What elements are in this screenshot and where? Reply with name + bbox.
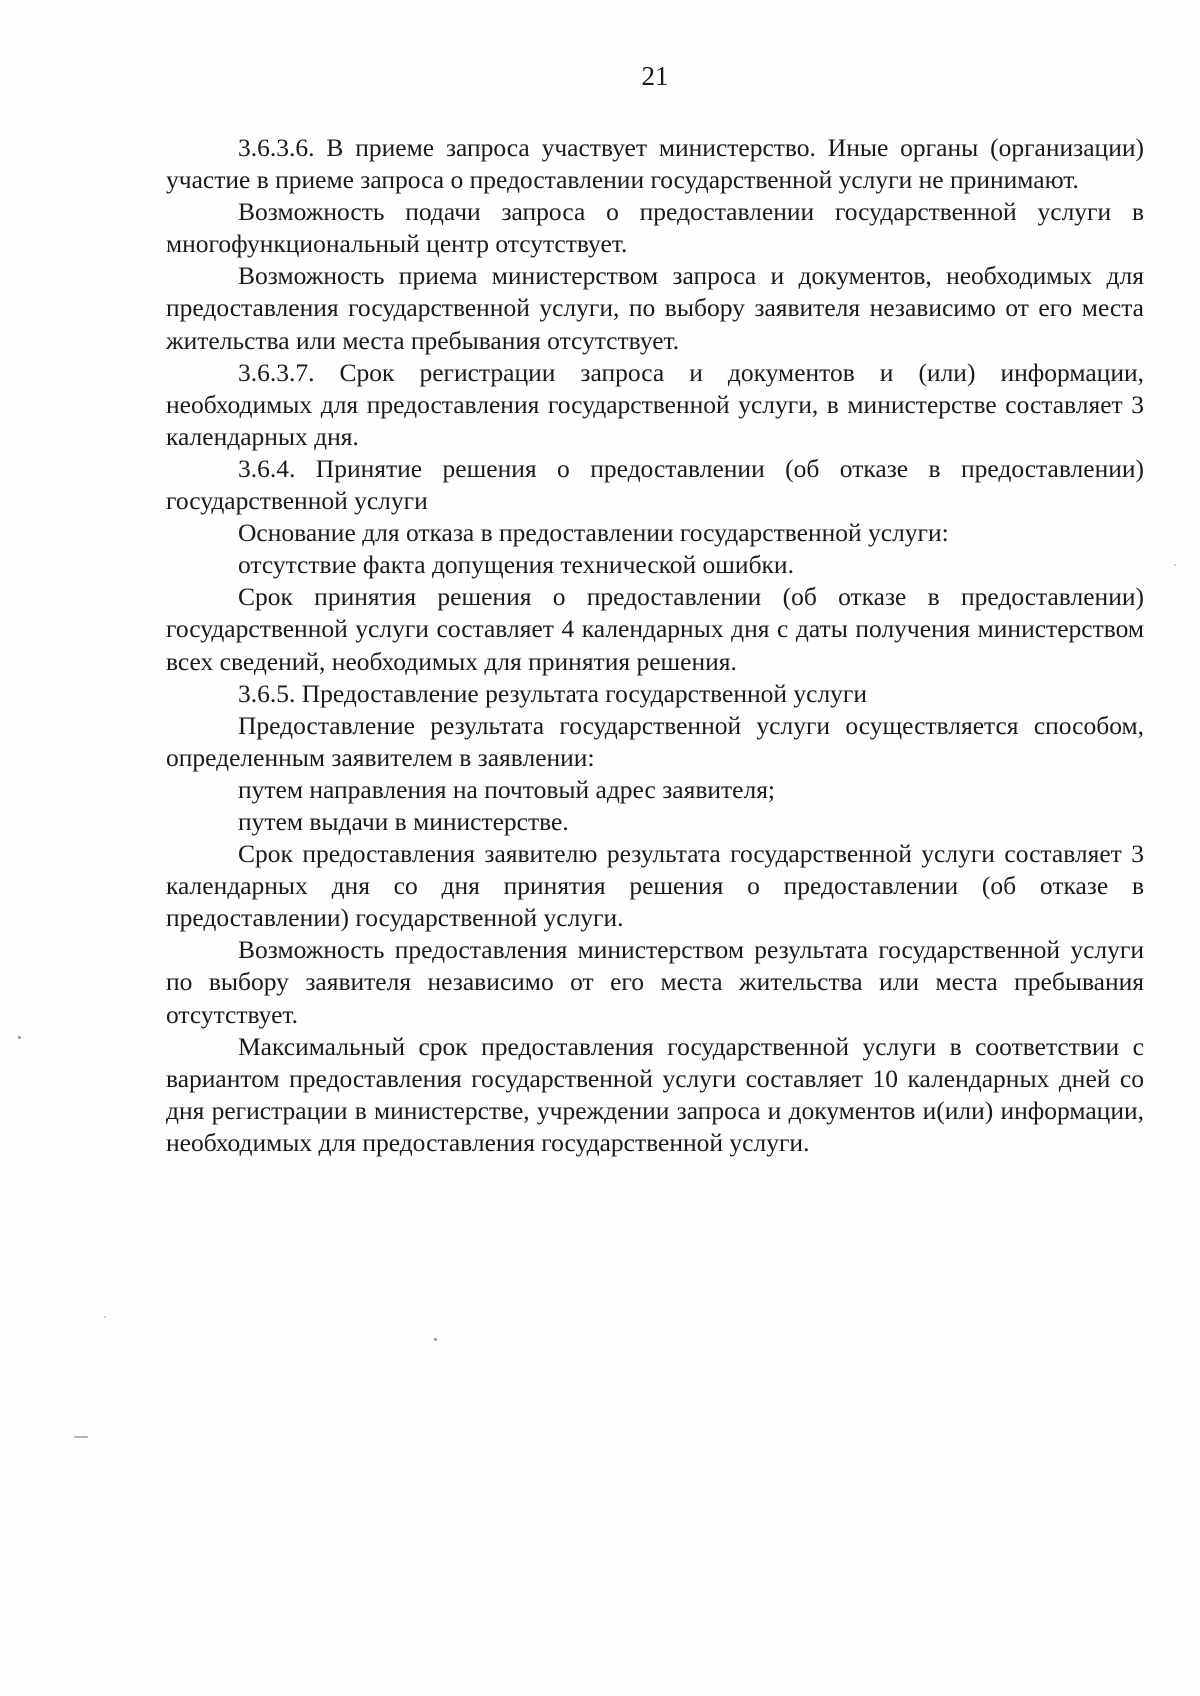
paragraph-extraterritorial-acceptance: Возможность приема министерством запроса и документов, необходимых для предоставления государственной услуги, по выбору заявителя независимо от его места жительства или места пребывания отсутствует.: [166, 261, 1144, 355]
paragraph-result-method: Предоставление результата государственной услуги осуществляется способом, определенным заявителем в заявлении:: [166, 710, 1144, 772]
page-number: 21: [641, 61, 669, 91]
paragraph-max-term: Максимальный срок предоставления государственной услуги в соответствии с вариантом предоставления государственной услуги составляет 10 календарных дней со дня регистрации в министерстве, учреждении запроса и документов и(или) информации, необходимых для предоставления государственной услуги.: [166, 1031, 1144, 1157]
scan-speck: [74, 1436, 88, 1438]
paragraph-mfc-submission: Возможность подачи запроса о предоставлении государственной услуги в многофункциональный центр отсутствует.: [166, 197, 1144, 259]
paragraph-3-6-3-7: 3.6.3.7. Срок регистрации запроса и документов и (или) информации, необходимых для предоставления государственной услуги, в министерстве составляет 3 календарных дня.: [166, 357, 1144, 451]
scan-speck: [434, 1338, 437, 1341]
scan-speck: [1174, 564, 1176, 566]
document-body: [166, 132, 1144, 1159]
paragraph-result-in-person: путем выдачи в министерстве.: [238, 806, 569, 836]
paragraph-3-6-5-heading: 3.6.5. Предоставление результата государственной услуги: [238, 678, 868, 708]
scan-speck: [104, 1316, 106, 1318]
paragraph-result-term: Срок предоставления заявителю результата государственной услуги составляет 3 календарных дня со дня принятия решения о предоставлении (об отказе в предоставлении) государственной услуги.: [166, 839, 1144, 933]
paragraph-decision-term: Срок принятия решения о предоставлении (об отказе в предоставлении) государственной услуги составляет 4 календарных дня с даты получения министерством всех сведений, необходимых для принятия решения.: [166, 582, 1144, 676]
paragraph-3-6-3-6: 3.6.3.6. В приеме запроса участвует министерство. Иные органы (организации) участие в приеме запроса о предоставлении государственной услуги не принимают.: [166, 133, 1144, 195]
paragraph-refusal-grounds: Основание для отказа в предоставлении государственной услуги:: [238, 518, 949, 548]
paragraph-result-extraterritorial: Возможность предоставления министерством результата государственной услуги по выбору заявителя независимо от его места жительства или места пребывания отсутствует.: [166, 935, 1144, 1029]
paragraph-3-6-4-heading: 3.6.4. Принятие решения о предоставлении (об отказе в предоставлении) государственной услуги: [166, 453, 1144, 516]
scan-speck: [18, 1036, 21, 1039]
paragraph-result-by-mail: путем направления на почтовый адрес заявителя;: [238, 774, 776, 804]
paragraph-refusal-ground-item: отсутствие факта допущения технической ошибки.: [238, 550, 794, 580]
